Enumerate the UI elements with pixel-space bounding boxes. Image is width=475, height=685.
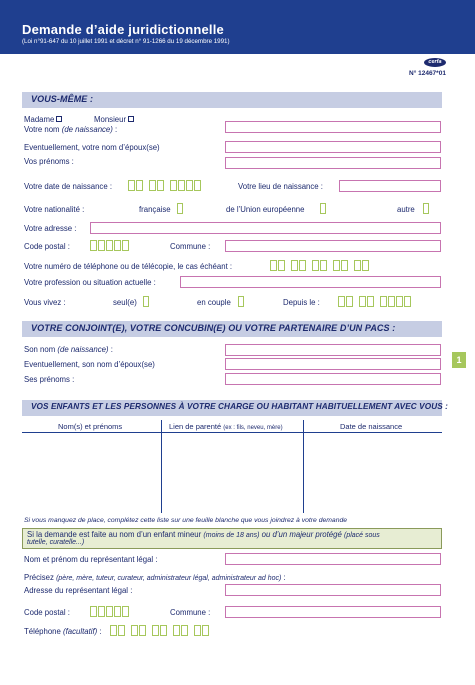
nom-label: Votre nom (de naissance) : (24, 125, 118, 134)
depuis-date-boxes[interactable] (338, 296, 417, 307)
partner-epoux-label: Eventuellement, son nom d’époux(se) (24, 360, 155, 369)
nat-francaise-checkbox[interactable] (177, 203, 183, 214)
partner-epoux-field[interactable] (225, 358, 441, 370)
couple-label: en couple (197, 298, 231, 307)
rep-adresse-field[interactable] (225, 584, 441, 596)
nat-ue-checkbox[interactable] (320, 203, 326, 214)
nat-ue-label: de l’Union européenne (226, 205, 305, 214)
col-header-relation: Lien de parenté (ex : fils, neveu, mère) (169, 422, 283, 431)
section-partner-bar (22, 321, 442, 337)
rep-precisez-label: Précisez (père, mère, tuteur, curateur, administrateur légal, administrateur ad hoc) : (24, 573, 286, 582)
section-self-title: VOUS-MÊME : (31, 94, 94, 104)
vivez-label: Vous vivez : (24, 298, 66, 307)
partner-nom-label: Son nom (de naissance) : (24, 345, 113, 354)
profession-field[interactable] (180, 276, 441, 288)
nationalite-label: Votre nationalité : (24, 205, 85, 214)
madame-label: Madame (24, 115, 55, 124)
col-header-names: Nom(s) et prénoms (58, 422, 123, 431)
seul-label: seul(e) (113, 298, 137, 307)
children-table-divider-2 (303, 420, 304, 513)
rep-tel-boxes[interactable] (110, 625, 215, 636)
epoux-label: Eventuellement, votre nom d’époux(se) (24, 143, 160, 152)
adresse-field[interactable] (90, 222, 441, 234)
commune-field[interactable] (225, 240, 441, 252)
form-legal-reference: (Loi n°91-647 du 10 juillet 1991 et décret n° 91-1266 du 19 décembre 1991) (22, 38, 230, 45)
children-overflow-note: Si vous manquez de place, complétez cette liste sur une feuille blanche que vous joindrez à votre demande (24, 517, 348, 524)
prenoms-label: Vos prénoms : (24, 157, 74, 166)
rep-adresse-label: Adresse du représentant légal : (24, 586, 133, 595)
page-number-tab: 1 (452, 352, 466, 368)
commune-label: Commune : (170, 242, 211, 251)
couple-checkbox[interactable] (238, 296, 244, 307)
date-naissance-label: Votre date de naissance : (24, 182, 112, 191)
nom-field[interactable] (225, 121, 441, 133)
nat-autre-checkbox[interactable] (423, 203, 429, 214)
seul-checkbox[interactable] (143, 296, 149, 307)
rep-tel-label: Téléphone (facultatif) : (24, 627, 102, 636)
minor-note-line2: tutelle, curatelle...) (27, 539, 85, 546)
minor-note-box (22, 528, 442, 549)
partner-prenoms-label: Ses prénoms : (24, 375, 75, 384)
madame-checkbox[interactable] (56, 116, 62, 122)
prenoms-field[interactable] (225, 157, 441, 169)
profession-label: Votre profession ou situation actuelle : (24, 278, 156, 287)
lieu-naissance-field[interactable] (339, 180, 441, 192)
cp-label: Code postal : (24, 242, 70, 251)
lieu-naissance-label: Votre lieu de naissance : (238, 182, 323, 191)
children-table-divider-1 (161, 420, 162, 513)
cerfa-logo: cerfa (424, 58, 446, 67)
minor-note-line1: Si la demande est faite au nom d’un enfant mineur (moins de 18 ans) ou d’un majeur protégé (placé sous (27, 530, 380, 539)
section-partner-title: VOTRE CONJOINT(E), VOTRE CONCUBIN(E) OU VOTRE PARTENAIRE D’UN PACS : (31, 323, 396, 333)
partner-prenoms-field[interactable] (225, 373, 441, 385)
section-children-title: VOS ENFANTS ET LES PERSONNES À VOTRE CHARGE OU HABITANT HABITUELLEMENT AVEC VOUS : (31, 402, 448, 411)
col-header-birth: Date de naissance (340, 422, 403, 431)
rep-nom-label: Nom et prénom du représentant légal : (24, 555, 158, 564)
form-number: N° 12467*01 (409, 70, 446, 77)
rep-cp-boxes[interactable] (90, 606, 135, 617)
epoux-field[interactable] (225, 141, 441, 153)
children-names-area[interactable] (22, 433, 160, 513)
monsieur-checkbox[interactable] (128, 116, 134, 122)
tel-boxes[interactable] (270, 260, 375, 271)
section-children-bar (22, 400, 448, 416)
date-naissance-boxes[interactable] (128, 180, 207, 191)
partner-nom-field[interactable] (225, 344, 441, 356)
cp-boxes[interactable] (90, 240, 135, 251)
rep-commune-field[interactable] (225, 606, 441, 618)
rep-nom-field[interactable] (225, 553, 441, 565)
children-birth-area[interactable] (305, 433, 442, 513)
nat-autre-label: autre (397, 205, 415, 214)
madame-option[interactable] (24, 115, 62, 124)
form-title: Demande d’aide juridictionnelle (22, 22, 224, 37)
children-relation-area[interactable] (163, 433, 302, 513)
rep-commune-label: Commune : (170, 608, 211, 617)
monsieur-option[interactable] (94, 115, 134, 124)
section-self-bar (22, 92, 442, 108)
monsieur-label: Monsieur (94, 115, 127, 124)
depuis-label: Depuis le : (283, 298, 320, 307)
tel-label: Votre numéro de téléphone ou de télécopie, le cas échéant : (24, 262, 233, 271)
adresse-label: Votre adresse : (24, 224, 77, 233)
nat-francaise-label: française (139, 205, 171, 214)
rep-cp-label: Code postal : (24, 608, 70, 617)
